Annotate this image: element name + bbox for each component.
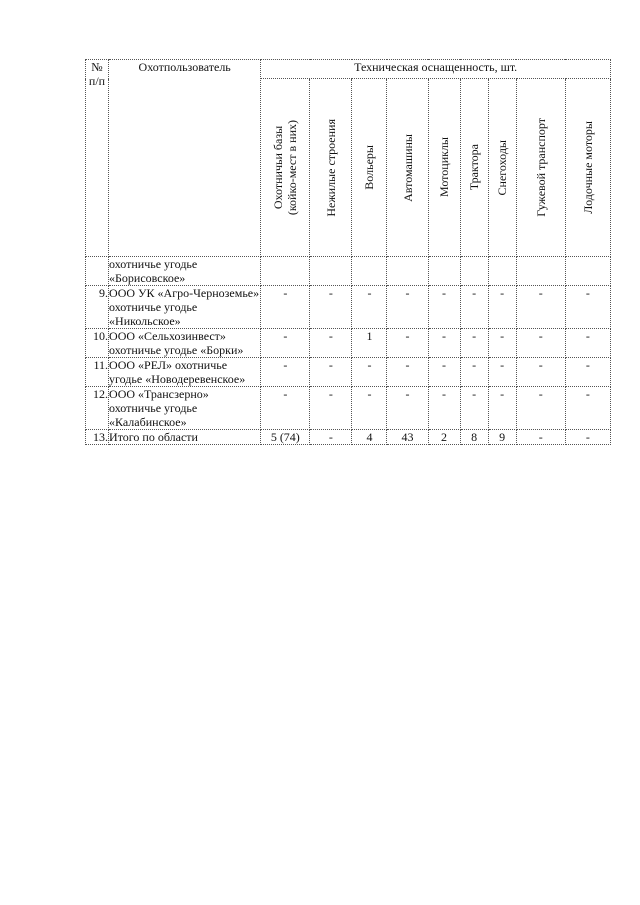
table-row [86, 358, 611, 387]
header-col: Лодочные моторы [565, 79, 610, 257]
table-row [86, 286, 611, 329]
cell: - [387, 286, 428, 329]
row-user: ООО «Трансзерно» охотничье угодье «Калабинское» [109, 387, 261, 430]
cell [488, 257, 516, 286]
cell: - [516, 430, 565, 445]
cell: - [460, 286, 488, 329]
cell [261, 257, 310, 286]
equipment-table [85, 59, 611, 445]
cell: - [516, 329, 565, 358]
row-num: 9. [86, 286, 109, 329]
table-row [86, 257, 611, 286]
cell: - [261, 358, 310, 387]
header-col: Охотничьи базы (койко-мест в них) [261, 79, 310, 257]
cell: - [565, 329, 610, 358]
cell: - [428, 358, 460, 387]
cell: - [261, 387, 310, 430]
row-user: Итого по области [109, 430, 261, 445]
cell: 5 (74) [261, 430, 310, 445]
header-col: Гужевой транспорт [516, 79, 565, 257]
cell: - [310, 387, 352, 430]
row-user: ООО «Сельхозинвест» охотничье угодье «Борки» [109, 329, 261, 358]
cell: 43 [387, 430, 428, 445]
total-row [86, 430, 611, 445]
cell: 1 [352, 329, 387, 358]
cell: - [516, 358, 565, 387]
cell: - [428, 329, 460, 358]
header-col: Трактора [460, 79, 488, 257]
row-num: 12. [86, 387, 109, 430]
row-num: 10. [86, 329, 109, 358]
cell: - [565, 286, 610, 329]
header-col: Нежилые строения [310, 79, 352, 257]
row-user: охотничье угодье «Борисовское» [109, 257, 261, 286]
cell [387, 257, 428, 286]
cell: - [565, 387, 610, 430]
cell [516, 257, 565, 286]
row-num [86, 257, 109, 286]
cell [460, 257, 488, 286]
header-num: № п/п [86, 60, 109, 257]
cell: - [460, 358, 488, 387]
table-row [86, 329, 611, 358]
cell: - [565, 358, 610, 387]
header-col: Автомашины [387, 79, 428, 257]
cell: 4 [352, 430, 387, 445]
cell: 2 [428, 430, 460, 445]
row-user: ООО «РЕЛ» охотничье угодье «Новодеревенское» [109, 358, 261, 387]
cell [310, 257, 352, 286]
cell: - [516, 387, 565, 430]
header-col: Вольеры [352, 79, 387, 257]
cell: - [516, 286, 565, 329]
cell: - [310, 329, 352, 358]
cell: - [460, 329, 488, 358]
cell: 8 [460, 430, 488, 445]
cell: - [565, 430, 610, 445]
cell: - [261, 329, 310, 358]
cell: - [488, 286, 516, 329]
cell: - [310, 358, 352, 387]
cell [352, 257, 387, 286]
cell [565, 257, 610, 286]
header-col: Снегоходы [488, 79, 516, 257]
cell: 9 [488, 430, 516, 445]
row-user: ООО УК «Агро-Черноземье» охотничье угодье «Никольское» [109, 286, 260, 328]
row-num: 11. [86, 358, 109, 387]
cell: - [310, 430, 352, 445]
cell: - [352, 358, 387, 387]
cell: - [261, 286, 310, 329]
cell: - [488, 329, 516, 358]
cell: - [460, 387, 488, 430]
cell: - [488, 387, 516, 430]
header-group: Техническая оснащенность, шт. [261, 60, 611, 79]
cell: - [387, 329, 428, 358]
header-col: Мотоциклы [428, 79, 460, 257]
header-user: Охотпользователь [109, 60, 261, 257]
cell [428, 257, 460, 286]
cell: - [428, 286, 460, 329]
cell: - [488, 358, 516, 387]
cell: - [428, 387, 460, 430]
cell: - [387, 358, 428, 387]
cell: - [310, 286, 352, 329]
cell: - [352, 387, 387, 430]
cell: - [352, 286, 387, 329]
row-num: 13. [86, 430, 109, 445]
cell: - [387, 387, 428, 430]
table-row [86, 387, 611, 430]
